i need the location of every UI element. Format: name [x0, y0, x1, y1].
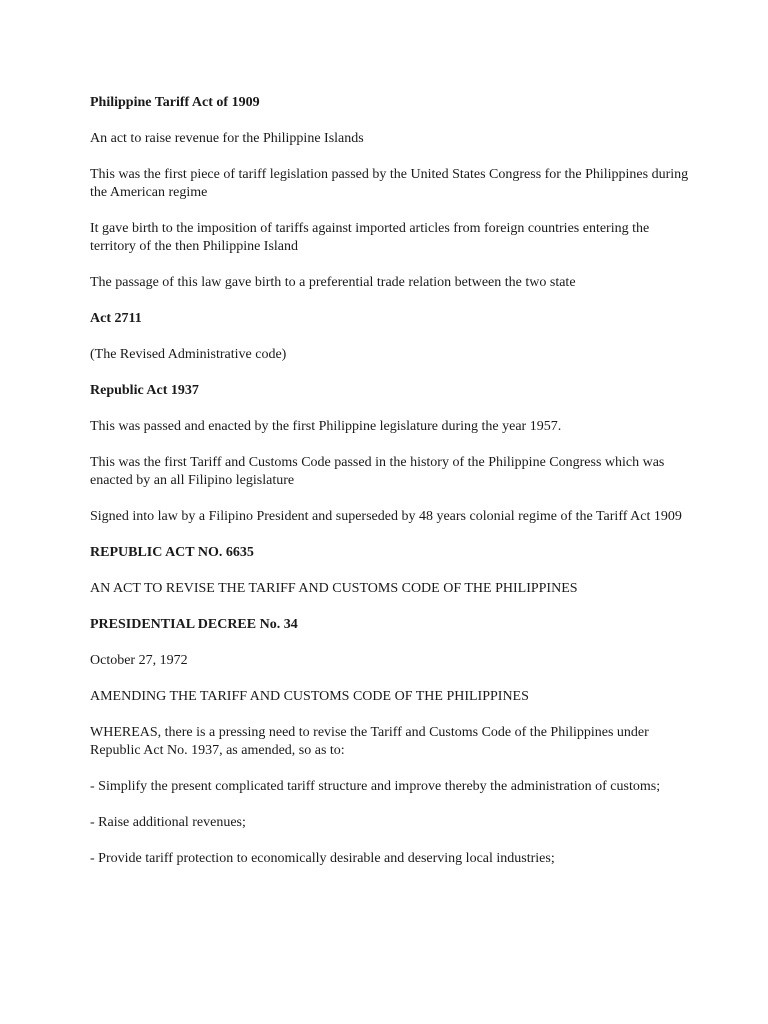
- paragraph: The passage of this law gave birth to a preferential trade relation between the two state: [90, 275, 576, 290]
- list-item: - Simplify the present complicated tariff structure and improve thereby the administration of customs;: [90, 779, 661, 794]
- section-heading: Republic Act 1937: [90, 383, 199, 398]
- paragraph: Signed into law by a Filipino President and superseded by 48 years colonial regime of the Tariff Act 1909: [90, 509, 682, 524]
- list-item: - Provide tariff protection to economically desirable and deserving local industries;: [90, 851, 555, 866]
- list-item: - Raise additional revenues;: [90, 815, 246, 830]
- paragraph: AN ACT TO REVISE THE TARIFF AND CUSTOMS CODE OF THE PHILIPPINES: [90, 581, 578, 596]
- paragraph: This was passed and enacted by the first Philippine legislature during the year 1957.: [90, 419, 562, 434]
- paragraph: October 27, 1972: [90, 653, 188, 668]
- document-body: [90, 94, 690, 886]
- paragraph: It gave birth to the imposition of tariffs against imported articles from foreign countries entering the territory of the then Philippine Island: [90, 221, 650, 254]
- paragraph: This was the first Tariff and Customs Code passed in the history of the Philippine Congress which was enacted by an all Filipino legislature: [90, 455, 665, 488]
- section-heading: REPUBLIC ACT NO. 6635: [90, 545, 254, 560]
- section-heading: Act 2711: [90, 311, 142, 326]
- paragraph: (The Revised Administrative code): [90, 347, 287, 362]
- paragraph: An act to raise revenue for the Philippine Islands: [90, 131, 364, 146]
- section-heading: PRESIDENTIAL DECREE No. 34: [90, 617, 298, 632]
- paragraph: This was the first piece of tariff legislation passed by the United States Congress for the Philippines during the American regime: [90, 167, 689, 200]
- paragraph: WHEREAS, there is a pressing need to revise the Tariff and Customs Code of the Philippines under Republic Act No. 1937, as amended, so as to:: [90, 725, 649, 758]
- paragraph: AMENDING THE TARIFF AND CUSTOMS CODE OF THE PHILIPPINES: [90, 689, 529, 704]
- section-heading: Philippine Tariff Act of 1909: [90, 95, 260, 110]
